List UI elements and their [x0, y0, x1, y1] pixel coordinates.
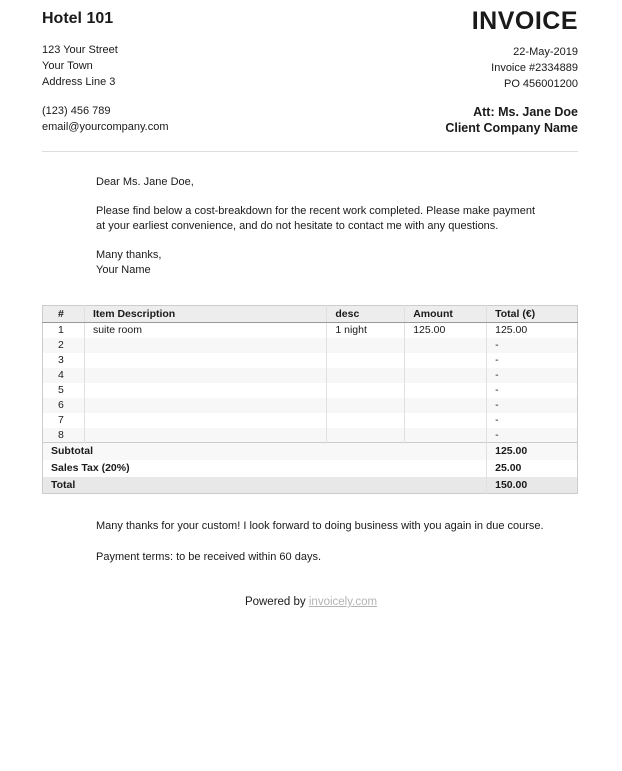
- table-row: [43, 413, 578, 428]
- salutation: Dear Ms. Jane Doe,: [96, 176, 194, 188]
- row-total: -: [487, 428, 578, 443]
- table-row: [43, 428, 578, 443]
- row-number: 8: [43, 428, 85, 443]
- letter-body: [96, 175, 562, 278]
- row-desc: [327, 428, 405, 443]
- row-total: -: [487, 368, 578, 383]
- powered-by-label: Powered by: [244, 596, 306, 608]
- grand-total-label: Total: [43, 477, 487, 494]
- row-number: 4: [43, 368, 85, 383]
- payment-terms: Payment terms: to be received within 60 days.: [96, 551, 321, 563]
- row-description: [84, 428, 326, 443]
- document-title: INVOICE: [471, 7, 578, 35]
- sales-tax-row: [43, 460, 578, 477]
- line-items-table: [42, 305, 578, 494]
- client-company-name: Client Company Name: [445, 121, 578, 135]
- sales-tax-label: Sales Tax (20%): [43, 460, 487, 477]
- table-header: [43, 306, 578, 323]
- row-description: [84, 353, 326, 368]
- footer-notes: [96, 519, 578, 565]
- row-total: -: [487, 413, 578, 428]
- grand-total-row: [43, 477, 578, 494]
- letter-paragraph: [96, 204, 562, 234]
- po-number: PO 456001200: [503, 78, 578, 90]
- address-line-2: Your Town: [42, 60, 93, 72]
- invoicely-link[interactable]: invoicely.com: [308, 596, 378, 608]
- header-divider: [42, 151, 578, 152]
- thanks-note: Many thanks for your custom! I look forward to doing business with you again in due course.: [96, 520, 544, 532]
- letter-paragraph-line-1: Please find below a cost-breakdown for the recent work completed. Please make payment: [96, 205, 536, 217]
- row-number: 5: [58, 384, 64, 396]
- row-desc: [327, 413, 405, 428]
- invoice-date: 22-May-2019: [513, 46, 578, 58]
- row-desc: [327, 338, 405, 353]
- row-desc: 1 night: [327, 323, 405, 338]
- company-name: Hotel 101: [42, 10, 114, 27]
- header-total: Total (€): [487, 306, 578, 323]
- table-row: [43, 353, 578, 368]
- row-amount: [405, 428, 487, 443]
- letter-closing: Many thanks,: [96, 249, 162, 261]
- table-header-row: [43, 306, 578, 323]
- attention-line: Att: Ms. Jane Doe: [473, 105, 578, 119]
- row-description: [84, 383, 326, 398]
- row-description: [84, 368, 326, 383]
- header-desc: desc: [327, 306, 405, 323]
- row-number: 6: [43, 398, 85, 413]
- row-desc: [327, 353, 405, 368]
- table-row: [43, 398, 578, 413]
- sales-tax-value: 25.00: [487, 460, 578, 477]
- letter-paragraph-line-2: at your earliest convenience, and do not hesitate to contact me with any questions.: [96, 220, 499, 232]
- row-amount: [405, 338, 487, 353]
- row-amount: [405, 353, 487, 368]
- row-description: [84, 398, 326, 413]
- sender-contact: [42, 103, 169, 135]
- row-number: 3: [58, 354, 64, 366]
- powered-by: [0, 596, 622, 608]
- header-amount: Amount: [405, 306, 487, 323]
- email-address: email@yourcompany.com: [42, 121, 169, 133]
- row-total: -: [487, 383, 578, 398]
- row-desc: [327, 398, 405, 413]
- row-number: 1: [58, 324, 64, 337]
- letter-signature: Your Name: [96, 264, 151, 276]
- row-description: suite room: [84, 323, 326, 338]
- invoice-header: [0, 0, 622, 136]
- row-description: [84, 413, 326, 428]
- subtotal-label: Subtotal: [43, 443, 487, 460]
- row-amount: [405, 383, 487, 398]
- row-total: -: [487, 353, 578, 368]
- row-amount: 125.00: [405, 323, 487, 338]
- row-number: 7: [58, 414, 64, 426]
- row-amount: [405, 368, 487, 383]
- sender-block: [42, 8, 169, 135]
- invoice-meta-block: [445, 8, 578, 136]
- row-amount: [405, 398, 487, 413]
- header-item-description: Item Description: [84, 306, 326, 323]
- address-line-1: 123 Your Street: [42, 44, 118, 56]
- table-row: [43, 368, 578, 383]
- row-total: 125.00: [487, 323, 578, 338]
- grand-total-value: 150.00: [487, 477, 578, 494]
- table-row: [43, 383, 578, 398]
- row-total: -: [487, 338, 578, 353]
- row-desc: [327, 383, 405, 398]
- subtotal-value: 125.00: [487, 443, 578, 460]
- sender-address: [42, 42, 169, 90]
- client-block: [445, 104, 578, 136]
- header-num: #: [43, 306, 85, 323]
- table-row: [43, 323, 578, 338]
- row-description: [84, 338, 326, 353]
- row-total: -: [487, 398, 578, 413]
- subtotal-row: [43, 443, 578, 460]
- row-number: 2: [43, 338, 85, 353]
- row-amount: [405, 413, 487, 428]
- invoice-meta: [445, 44, 578, 92]
- table-row: [43, 338, 578, 353]
- address-line-3: Address Line 3: [42, 76, 116, 88]
- phone-number: (123) 456 789: [42, 105, 111, 117]
- row-desc: [327, 368, 405, 383]
- invoice-number: Invoice #2334889: [491, 62, 578, 74]
